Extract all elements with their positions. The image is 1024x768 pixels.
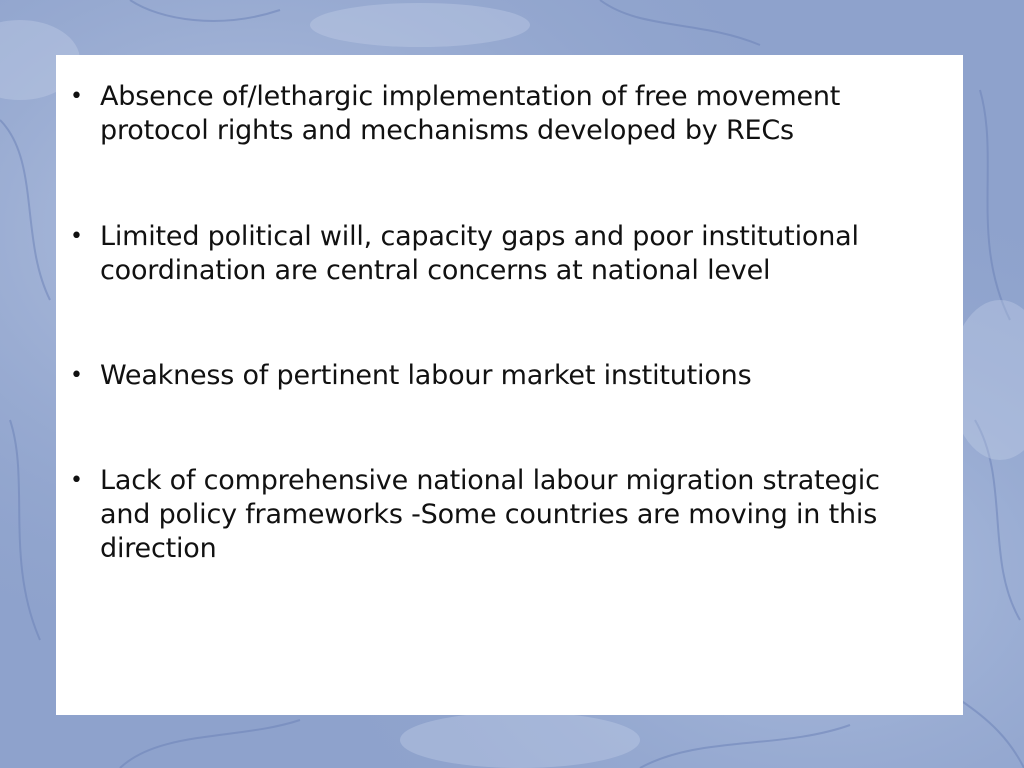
bullet-marker: • [70, 468, 83, 493]
bullet-text: Absence of/lethargic implementation of free movement protocol rights and mechanisms developed by RECs [100, 81, 841, 146]
content-panel [56, 55, 963, 715]
bullet-marker: • [70, 224, 83, 249]
bullet-marker: • [70, 84, 83, 109]
bullet-marker: • [70, 363, 83, 388]
bullet-text: Limited political will, capacity gaps and poor institutional coordination are central concerns at national level [100, 221, 859, 286]
bullet-text: Lack of comprehensive national labour migration strategic and policy frameworks -Some countries are moving in this direction [100, 465, 880, 564]
bullet-text: Weakness of pertinent labour market institutions [100, 360, 752, 391]
